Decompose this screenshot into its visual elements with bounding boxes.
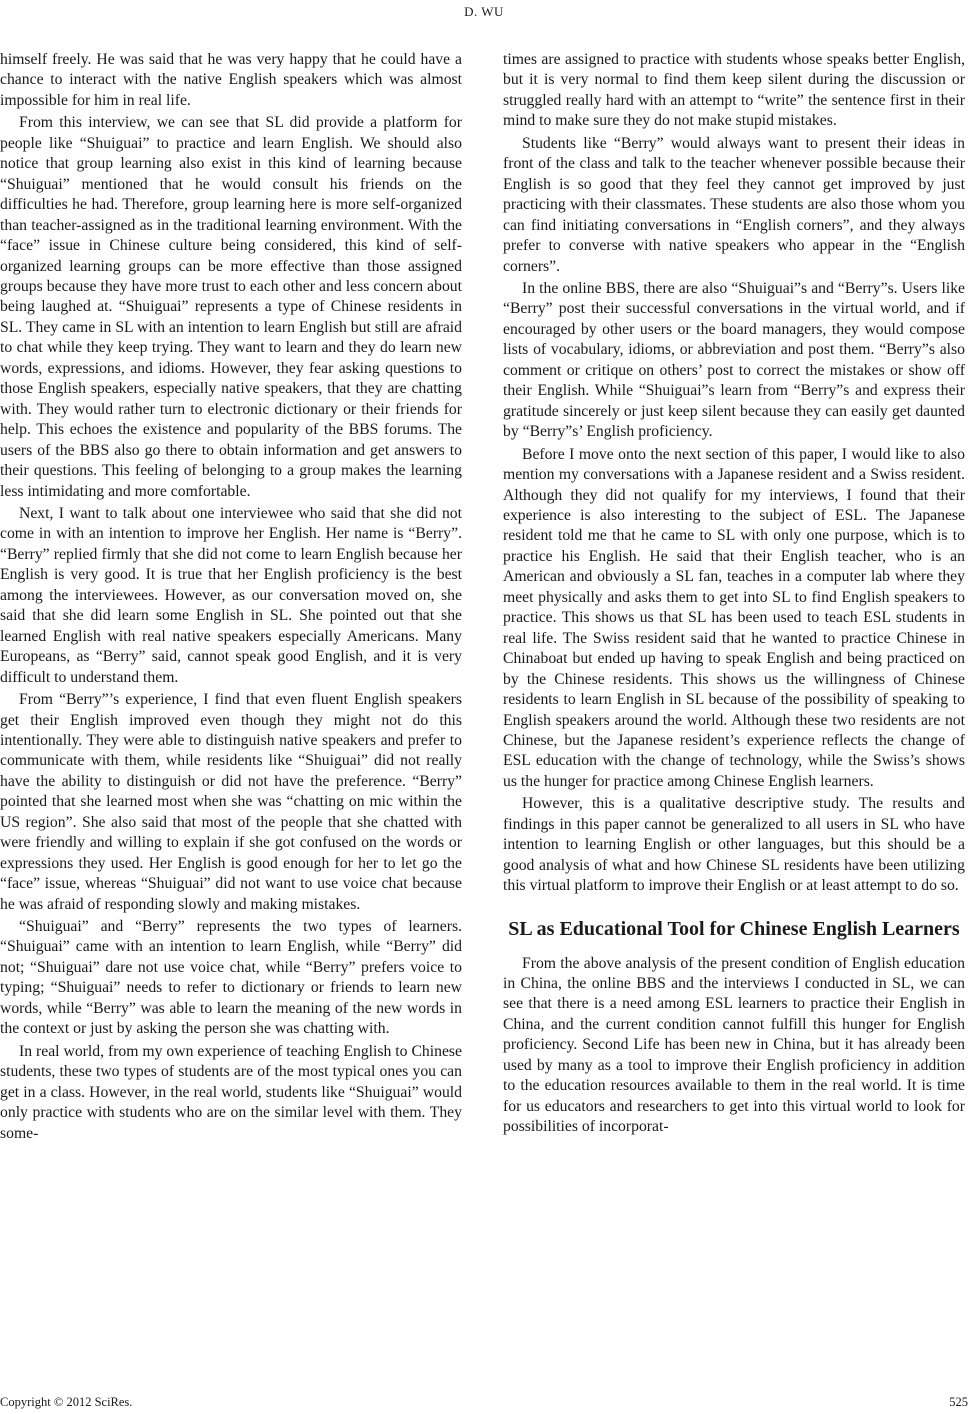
- paragraph: himself freely. He was said that he was very happy that he could have a chance to interact with the native English speakers which was almost impossible for him in real life.: [0, 51, 462, 109]
- paragraph: “Shuiguai” and “Berry” represents the two types of learners. “Shuiguai” came with an intention to learn English, while “Berry” did not; “Shuiguai” dare not use voice chat, while “Berry” prefers voice to typing; “Shuiguai” needs to refer to dictionary or friends to learn new words, while “Berry” was able to learn the meaning of the new words in the context or just by asking the person she was chatting with.: [0, 918, 462, 1038]
- paragraph: In the online BBS, there are also “Shuiguai”s and “Berry”s. Users like “Berry” post their successful conversations in the virtual world, and if encouraged by other users or the board managers, they would compose lists of vocabulary, idioms, or abbreviation and post them. “Berry”s also comment or critique on others’ post to correct the mistakes or show off their English. While “Shuiguai”s learn from “Berry”s and express their gratitude sincerely or just keep silent because they can easily get daunted by “Berry”s’ English proficiency.: [503, 279, 965, 441]
- running-head: D. WU: [464, 4, 504, 19]
- section-heading: SL as Educational Tool for Chinese English Learners: [508, 917, 960, 940]
- copyright-notice: Copyright © 2012 SciRes.: [0, 1395, 133, 1409]
- paragraph: However, this is a qualitative descriptive study. The results and findings in this paper cannot be generalized to all users in SL who have intention to learning English or other languages, but this should be a good analysis of what and how Chinese SL residents have been utilizing this virtual platform to improve their English or at least attempt to do so.: [503, 795, 965, 895]
- page-number: 525: [949, 1395, 968, 1409]
- paragraph: In real world, from my own experience of teaching English to Chinese students, these two types of students are of the most typical ones you can get in a class. However, in the real world, students like “Shuiguai” would only practice with students who are on the similar level with them. They some-: [0, 1042, 462, 1142]
- paragraph: From “Berry”’s experience, I find that even fluent English speakers get their English improved even though they might not do this intentionally. They were able to distinguish native speakers and prefer to communicate with them, while residents like “Shuiguai” did not really have the ability to distinguish or did not have the preference. “Berry” pointed that she learned most when she was “chatting on mic within the US region”. She also said that most of the people that she chatted with were friendly and willing to explain if she got confused on the words or expressions they used. Her English is good enough for her to let go the “face” issue, whereas “Shuiguai” did not want to use voice chat because he was afraid of responding slowly and making mistakes.: [0, 691, 462, 913]
- right-column: [503, 50, 965, 1138]
- paragraph: times are assigned to practice with students whose speaks better English, but it is very normal to find them keep silent during the discussion or struggled really hard with an attempt to “write” the sentence first in their mind to make sure they do not make stupid mistakes.: [503, 51, 965, 130]
- paragraph: From this interview, we can see that SL did provide a platform for people like “Shuiguai” to practice and learn English. We should also notice that group learning also exist in this kind of learning because “Shuiguai” mentioned that he would consult his friends on the difficulties he had. Therefore, group learning here is more self-organized than teacher-assigned as in the traditional learning environment. With the “face” issue in Chinese culture being considered, this kind of self-organized learning groups can be more effective than those assigned groups because they have more trust to each other and less concern about being laughed at. “Shuiguai” represents a type of Chinese residents in SL. They came in SL with an intention to learn English but still are afraid to chat while they keep trying. They want to learn and they do learn new words, expressions, and idioms. However, they fear asking questions to those English speakers, especially native speakers, that they are chatting with. They would rather turn to electronic dictionary or their friends for help. This echoes the existence and popularity of the BBS forums. The users of the BBS also go there to obtain information and get answers to their questions. This feeling of belonging to a group makes the learning less intimidating and more comfortable.: [0, 114, 462, 500]
- paragraph: Students like “Berry” would always want to present their ideas in front of the class and talk to the teacher whenever possible because their English is so good that they feel they cannot get improved by just practicing with their classmates. These students are also those whom you can find initiating conversations in “English corners”, and they always prefer to converse with native speakers who appear in the “English corners”.: [503, 134, 965, 275]
- paragraph: From the above analysis of the present condition of English education in China, the online BBS and the interviews I conducted in SL, we can see that there is a need among ESL learners to practice their English in China, and the current condition cannot fulfill this hunger for English proficiency. Second Life has been new in China, but it has already been used by many as a tool to improve their English proficiency in addition to the education resources available to them in the real world. It is time for us educators and researchers to get into this virtual world to look for possibilities of incorporat-: [503, 954, 965, 1136]
- left-column: [0, 50, 462, 1144]
- paragraph: Before I move onto the next section of this paper, I would like to also mention my conversations with a Japanese resident and a Swiss resident. Although they did not qualify for my interviews, I found that their experience is also interesting to the subject of ESL. The Japanese resident told me that he came to SL with only one purpose, which is to practice his English. He said that their English teacher, who is an American and obviously a SL fan, teaches in a computer lab where they meet physically and asks them to get into SL to find English speakers to practice. This shows us that SL has been used to teach ESL students in real life. The Swiss resident said that he wanted to practice Chinese in Chinaboat but ended up having to speak English and being practiced on by the Chinese residents. This shows us the willingness of Chinese residents to learn English in SL because of the possibility of speaking to English speakers around the world. Although these two residents are not Chinese, but the Japanese resident’s experience reflects the change of ESL education with the change of technology, while the Swiss’s shows us the hunger for practice among Chinese English learners.: [503, 445, 965, 790]
- paragraph: Next, I want to talk about one interviewee who said that she did not come in with an intention to improve her English. Her name is “Berry”. “Berry” replied firmly that she did not come to learn English because her English is very good. It is true that her English proficiency is the best among the interviewees. However, as our conversation moved on, she said that she did learn some English in SL. She pointed out that she learned English with real native speakers especially Americans. Many Europeans, as “Berry” said, cannot speak good English, and it is very difficult to understand them.: [0, 504, 462, 686]
